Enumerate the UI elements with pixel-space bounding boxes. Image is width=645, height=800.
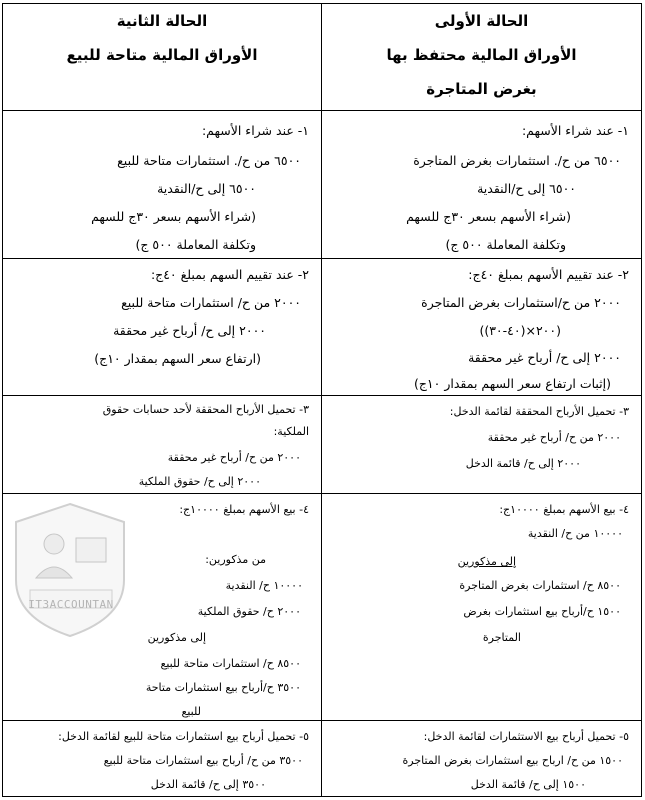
entry-debit-line: ٢٠٠٠ من ح/ أرباح غير محققة — [487, 431, 621, 444]
entry-calc-line: (٢٠٠×(٤٠-٣٠)) — [479, 323, 561, 338]
case-two-valuation-entry — [3, 259, 321, 395]
entry-credit-line: ٨٥٠٠ ح/ استثمارات متاحة للبيع — [160, 657, 301, 670]
entry-credit-line-cont: للبيع — [181, 705, 201, 718]
entry-note-line: وتكلفة المعاملة ٥٠٠ ج) — [135, 237, 256, 252]
entry-debit-heading: من مذكورين: — [205, 553, 266, 566]
entry-heading: ١- عند شراء الأسهم: — [201, 123, 309, 138]
case-one-title: الحالة الأولى — [434, 12, 529, 30]
entry-debit-line: ٣٥٠٠ من ح/ أرباح بيع استثمارات متاحة للبيع — [103, 754, 303, 767]
entry-credit-line: ١٥٠٠ ح/أرباح بيع استثمارات بغرض — [463, 605, 621, 618]
entry-credit-line: ٢٠٠٠ إلى ح/ أرباح غير محققة — [468, 350, 621, 365]
entry-heading: ١- عند شراء الأسهم: — [521, 123, 629, 138]
entry-credit-line: ٨٥٠٠ ح/ استثمارات بغرض المتاجرة — [459, 579, 621, 592]
watermark-logo — [6, 500, 134, 640]
entry-heading: ٥- تحميل أرباح بيع الاستثمارات لقائمة الدخل: — [423, 730, 629, 743]
case-one-income-transfer-entry — [322, 396, 641, 493]
case-two-subtitle-1: الأوراق المالية متاحة للبيع — [66, 46, 258, 64]
entry-credit-line-cont: المتاجرة — [482, 631, 521, 644]
header-case-two — [3, 4, 321, 110]
entry-debit-line: ٦٥٠٠ من ح/. استثمارات متاحة للبيع — [117, 153, 301, 168]
case-one-valuation-entry — [322, 259, 641, 395]
entry-credit-line: ٣٥٠٠ إلى ح/ قائمة الدخل — [150, 778, 266, 791]
entry-debit-line: ١٠٠٠٠ من ح/ النقدية — [527, 527, 623, 540]
header-case-one — [322, 4, 641, 110]
entry-debit-line: ٦٥٠٠ من ح/. استثمارات بغرض المتاجرة — [413, 153, 621, 168]
case-two-title: الحالة الثانية — [116, 12, 208, 30]
entry-note-line: (شراء الأسهم بسعر ٣٠ج للسهم — [91, 209, 256, 224]
case-one-sale-entry — [322, 494, 641, 720]
entry-credit-line: ٢٠٠٠ إلى ح/ أرباح غير محققة — [113, 323, 266, 338]
case-one-purchase-entry — [322, 111, 641, 258]
entry-credit-heading: إلى مذكورين — [457, 555, 516, 568]
watermark-text: IT3ACCOUNTAN — [28, 598, 114, 611]
case-one-subtitle-1: الأوراق المالية محتفظ بها — [386, 46, 577, 64]
entry-debit-line: ٢٠٠٠ من ح/ استثمارات متاحة للبيع — [121, 295, 301, 310]
entry-debit-line: ٢٠٠٠ من ح/ أرباح غير محققة — [167, 451, 301, 464]
entry-credit-line: ١٥٠٠ إلى ح/ قائمة الدخل — [470, 778, 586, 791]
entry-heading: ٣- تحميل الأرباح المحققة لأحد حسابات حقوق — [102, 403, 309, 416]
entry-debit-line: ١٥٠٠ من ح/ ارباح بيع استثمارات بغرض المتاجرة — [402, 754, 623, 767]
entry-debit-line: ٢٠٠٠ من ح/استثمارات بغرض المتاجرة — [421, 295, 621, 310]
entry-credit-line: ٦٥٠٠ إلى ح/النقدية — [157, 181, 256, 196]
case-two-equity-transfer-entry — [3, 396, 321, 493]
entry-debit-line: ٢٠٠٠ ح/ حقوق الملكية — [197, 605, 301, 618]
case-two-purchase-entry — [3, 111, 321, 258]
entry-heading: ٢- عند تقييم الأسهم بمبلغ ٤٠ج: — [468, 267, 629, 282]
entry-heading: ٤- بيع الأسهم بمبلغ ١٠٠٠٠ج: — [499, 503, 629, 516]
entry-note-line: (إثبات ارتفاع سعر السهم بمقدار ١٠ج) — [413, 376, 611, 391]
entry-note-line: (شراء الأسهم بسعر ٣٠ج للسهم — [406, 209, 571, 224]
entry-credit-line: ٢٠٠٠ إلى ح/ حقوق الملكية — [138, 475, 261, 488]
entry-note-line: (ارتفاع سعر السهم بمقدار ١٠ج) — [94, 351, 261, 366]
entry-credit-line: ٦٥٠٠ إلى ح/النقدية — [477, 181, 576, 196]
accountant-logo-icon — [6, 500, 134, 640]
entry-debit-line: ١٠٠٠٠ ح/ النقدية — [225, 579, 303, 592]
case-two-sale-gain-transfer-entry — [3, 721, 321, 796]
entry-heading-cont: الملكية: — [273, 425, 309, 438]
journal-table — [2, 3, 642, 797]
entry-heading: ٣- تحميل الأرباح المحققة لقائمة الدخل: — [449, 405, 629, 418]
entry-note-line: وتكلفة المعاملة ٥٠٠ ج) — [445, 237, 566, 252]
entry-credit-line: ٢٠٠٠ إلى ح/ قائمة الدخل — [465, 457, 581, 470]
entry-heading: ٤- بيع الأسهم بمبلغ ١٠٠٠٠ج: — [179, 503, 309, 516]
entry-heading: ٥- تحميل أرباح بيع استثمارات متاحة للبيع لقائمة الدخل: — [58, 730, 309, 743]
entry-credit-line: ٣٥٠٠ ح/أرباح بيع استثمارات متاحة — [145, 681, 301, 694]
case-one-sale-gain-transfer-entry — [322, 721, 641, 796]
entry-heading: ٢- عند تقييم السهم بمبلغ ٤٠ج: — [150, 267, 309, 282]
entry-credit-heading: إلى مذكورين — [147, 631, 206, 644]
case-one-subtitle-2: بغرض المتاجرة — [426, 80, 537, 98]
